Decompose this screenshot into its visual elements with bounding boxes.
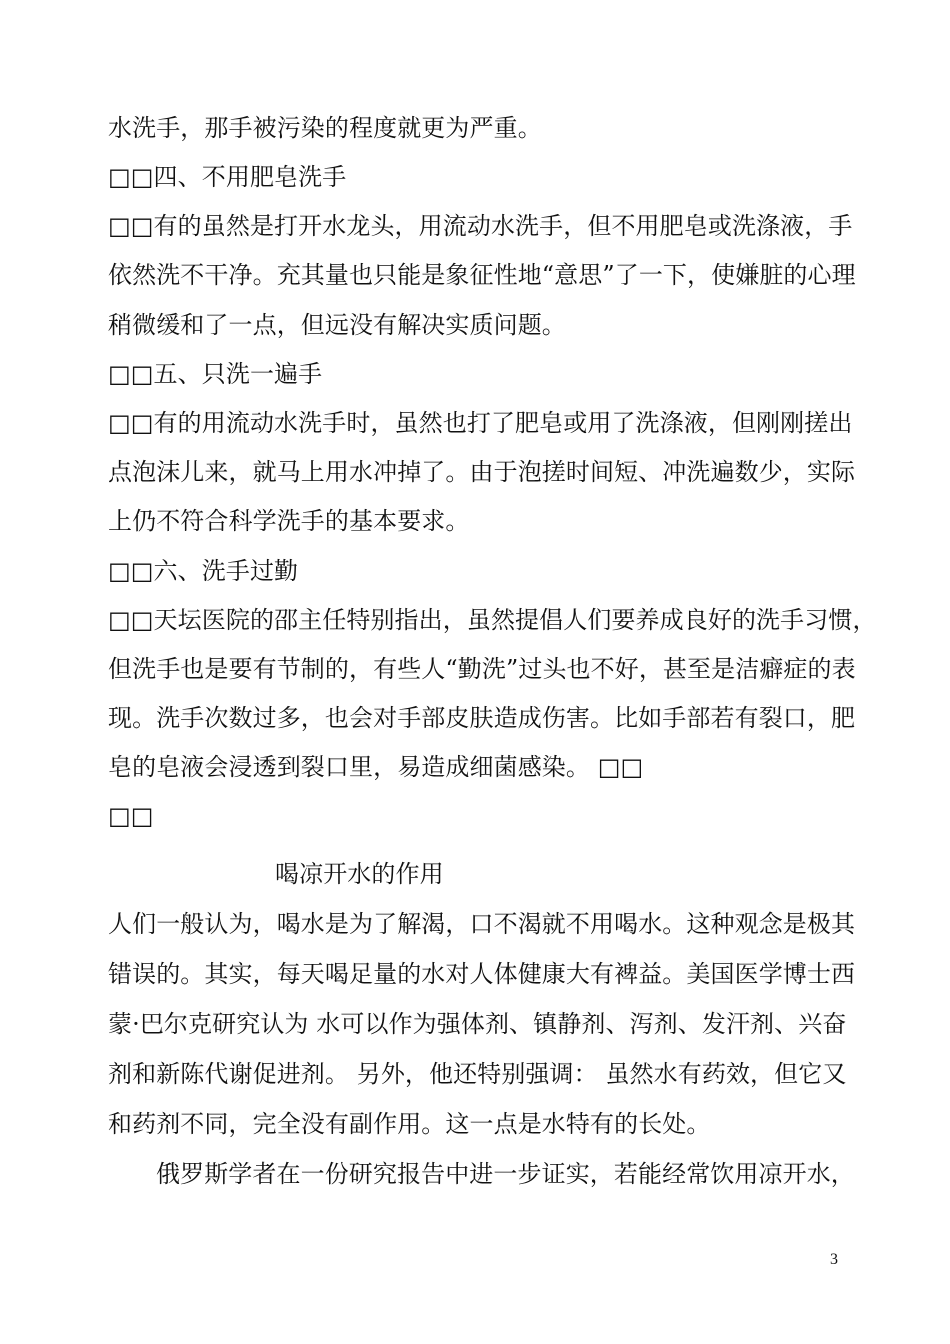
section-heading: □□五、只洗一遍手 xyxy=(108,360,323,388)
text-line: 水洗手，那手被污染的程度就更为严重。 xyxy=(108,114,542,142)
text-line: 人们一般认为，喝水是为了解渴，口不渴就不用喝水。这种观念是极其 xyxy=(108,910,856,938)
text-line: 但洗手也是要有节制的，有些人“勤洗”过头也不好，甚至是洁癖症的表 xyxy=(108,655,856,683)
text-line: 剂和新陈代谢促进剂。 另外，他还特别强调： 虽然水有药效，但它又 xyxy=(108,1060,847,1088)
text-line: 稍微缓和了一点，但远没有解决实质问题。 xyxy=(108,311,566,339)
section-heading: □□四、不用肥皂洗手 xyxy=(108,163,347,191)
text-line: 现。洗手次数过多，也会对手部皮肤造成伤害。比如手部若有裂口，肥 xyxy=(108,704,856,732)
text-line: 点泡沫儿来，就马上用水冲掉了。由于泡搓时间短、冲洗遍数少，实际 xyxy=(108,458,856,486)
text-line: □□天坛医院的邵主任特别指出，虽然提倡人们要养成良好的洗手习惯， xyxy=(108,606,877,634)
page-number: 3 xyxy=(830,1251,838,1268)
text-line: 俄罗斯学者在一份研究报告中进一步证实，若能经常饮用凉开水， xyxy=(156,1160,855,1188)
text-line: 皂的皂液会浸透到裂口里，易造成细菌感染。 □□ xyxy=(108,753,644,781)
text-line: 错误的。其实，每天喝足量的水对人体健康大有裨益。美国医学博士西 xyxy=(108,960,856,988)
text-line: 依然洗不干净。充其量也只能是象征性地“意思”了一下，使嫌脏的心理 xyxy=(108,261,856,289)
text-line: 和药剂不同，完全没有副作用。这一点是水特有的长处。 xyxy=(108,1110,711,1138)
text-line: □□有的虽然是打开水龙头，用流动水洗手，但不用肥皂或洗涤液，手 xyxy=(108,212,853,240)
section-heading: □□六、洗手过勤 xyxy=(108,557,299,585)
text-line: □□有的用流动水洗手时，虽然也打了肥皂或用了洗涤液，但刚刚搓出 xyxy=(108,409,853,437)
text-line: □□ xyxy=(108,802,154,830)
article-title: 喝凉开水的作用 xyxy=(275,860,444,888)
text-line: 蒙·巴尔克研究认为 水可以作为强体剂、镇静剂、泻剂、发汗剂、兴奋 xyxy=(108,1010,847,1038)
text-line: 上仍不符合科学洗手的基本要求。 xyxy=(108,507,470,535)
